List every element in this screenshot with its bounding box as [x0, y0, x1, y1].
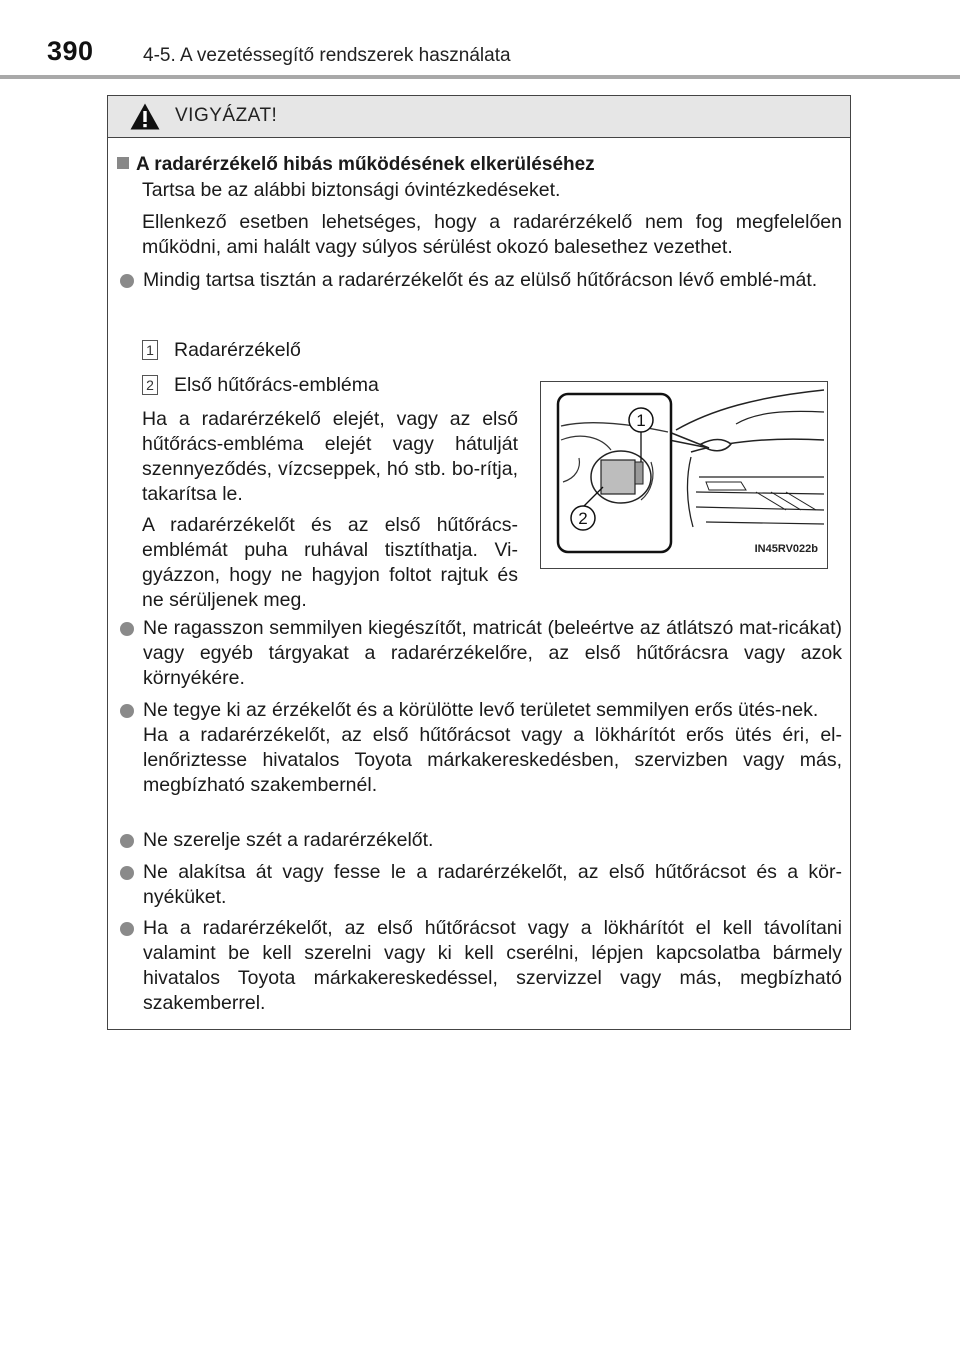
legend-item-1	[142, 338, 522, 362]
legend-number: 2	[142, 375, 158, 395]
bullet-text: Ne alakítsa át vagy fesse le a radarérzékelőt, az első hűtőrácsot és a kör-nyéküket.	[143, 861, 842, 908]
bullet-dot-icon	[120, 274, 134, 288]
bullet-item	[120, 916, 842, 1016]
bullet-text-continued: Ha a radarérzékelőt, az első hűtőrácsot vagy a lökhárítót erős ütés éri, el-lenőriztesse hivatalos Toyota márkakereskedésben, szervizben vagy más, megbízható szakembernél.	[143, 724, 842, 796]
warning-title: VIGYÁZAT!	[175, 105, 278, 126]
bullet-item	[120, 268, 842, 293]
square-bullet-icon	[117, 157, 129, 169]
bullet-dot-icon	[120, 834, 134, 848]
legend-label: Radarérzékelő	[174, 339, 301, 361]
page-header	[0, 0, 960, 80]
page-number: 390	[47, 36, 94, 66]
legend-item-2	[142, 373, 522, 397]
bullet-item	[120, 828, 842, 853]
bullet-item	[120, 698, 842, 798]
warning-triangle-icon	[129, 102, 161, 131]
intro-paragraph-2: Ellenkező esetben lehetséges, hogy a radarérzékelő nem fog megfelelően működni, ami halált vagy súlyos sérülést okozó balesethez vezethet.	[142, 211, 842, 258]
figure-code: IN45RV022b	[754, 543, 818, 555]
radar-sensor-figure	[540, 381, 828, 569]
intro-paragraph-1: Tartsa be az alábbi biztonsági óvintézkedéseket.	[142, 179, 561, 201]
bullet-dot-icon	[120, 922, 134, 936]
bullet-dot-icon	[120, 866, 134, 880]
warning-heading	[117, 152, 595, 177]
figure-note-1: Ha a radarérzékelő elejét, vagy az első hűtőrács-embléma elejét vagy hátulját szennyeződés, vízcseppek, hó stb. bo-rítja, takarítsa le.	[142, 408, 518, 505]
legend-number: 1	[142, 340, 158, 360]
bullet-item	[120, 616, 842, 691]
bullet-item	[120, 860, 842, 910]
callout-1-label: 1	[636, 411, 646, 430]
bullet-text: Ha a radarérzékelőt, az első hűtőrácsot vagy a lökhárítót el kell távolítani valamint be kell szerelni vagy ki kell cserélni, lépjen kapcsolatba bármely hivatalos Toyota márkakereskedéssel, szervizzel vagy más, megbízható szakemberrel.	[143, 917, 842, 1014]
figure-note-2: A radarérzékelőt és az első hűtőrács-emblémát puha ruhával tisztíthatja. Vi-gyázzon, hogy ne hagyjon foltot rajtuk és ne sérüljenek meg.	[142, 514, 518, 611]
warning-box	[107, 95, 851, 1030]
bullet-text: Ne tegye ki az érzékelőt és a körülötte levő területet semmilyen erős ütés-nek.	[143, 699, 819, 721]
section-title: 4-5. A vezetéssegítő rendszerek használata	[143, 45, 511, 66]
warning-header	[108, 96, 850, 138]
bullet-text: Mindig tartsa tisztán a radarérzékelőt és az elülső hűtőrácson lévő emblé-mát.	[143, 269, 818, 291]
bullet-text: Ne szerelje szét a radarérzékelőt.	[143, 829, 434, 851]
warning-heading-text: A radarérzékelő hibás működésének elkerüléséhez	[136, 154, 595, 175]
bullet-text: Ne ragasszon semmilyen kiegészítőt, matricát (beleértve az átlátszó mat-ricákat) vagy egyéb tárgyakat a radarérzékelőre, az első hűtőrácsra vagy azok környékére.	[143, 617, 842, 689]
legend-label: Első hűtőrács-embléma	[174, 374, 379, 396]
callout-2-label: 2	[578, 509, 588, 528]
bullet-dot-icon	[120, 704, 134, 718]
bullet-dot-icon	[120, 622, 134, 636]
header-rule	[0, 75, 960, 79]
